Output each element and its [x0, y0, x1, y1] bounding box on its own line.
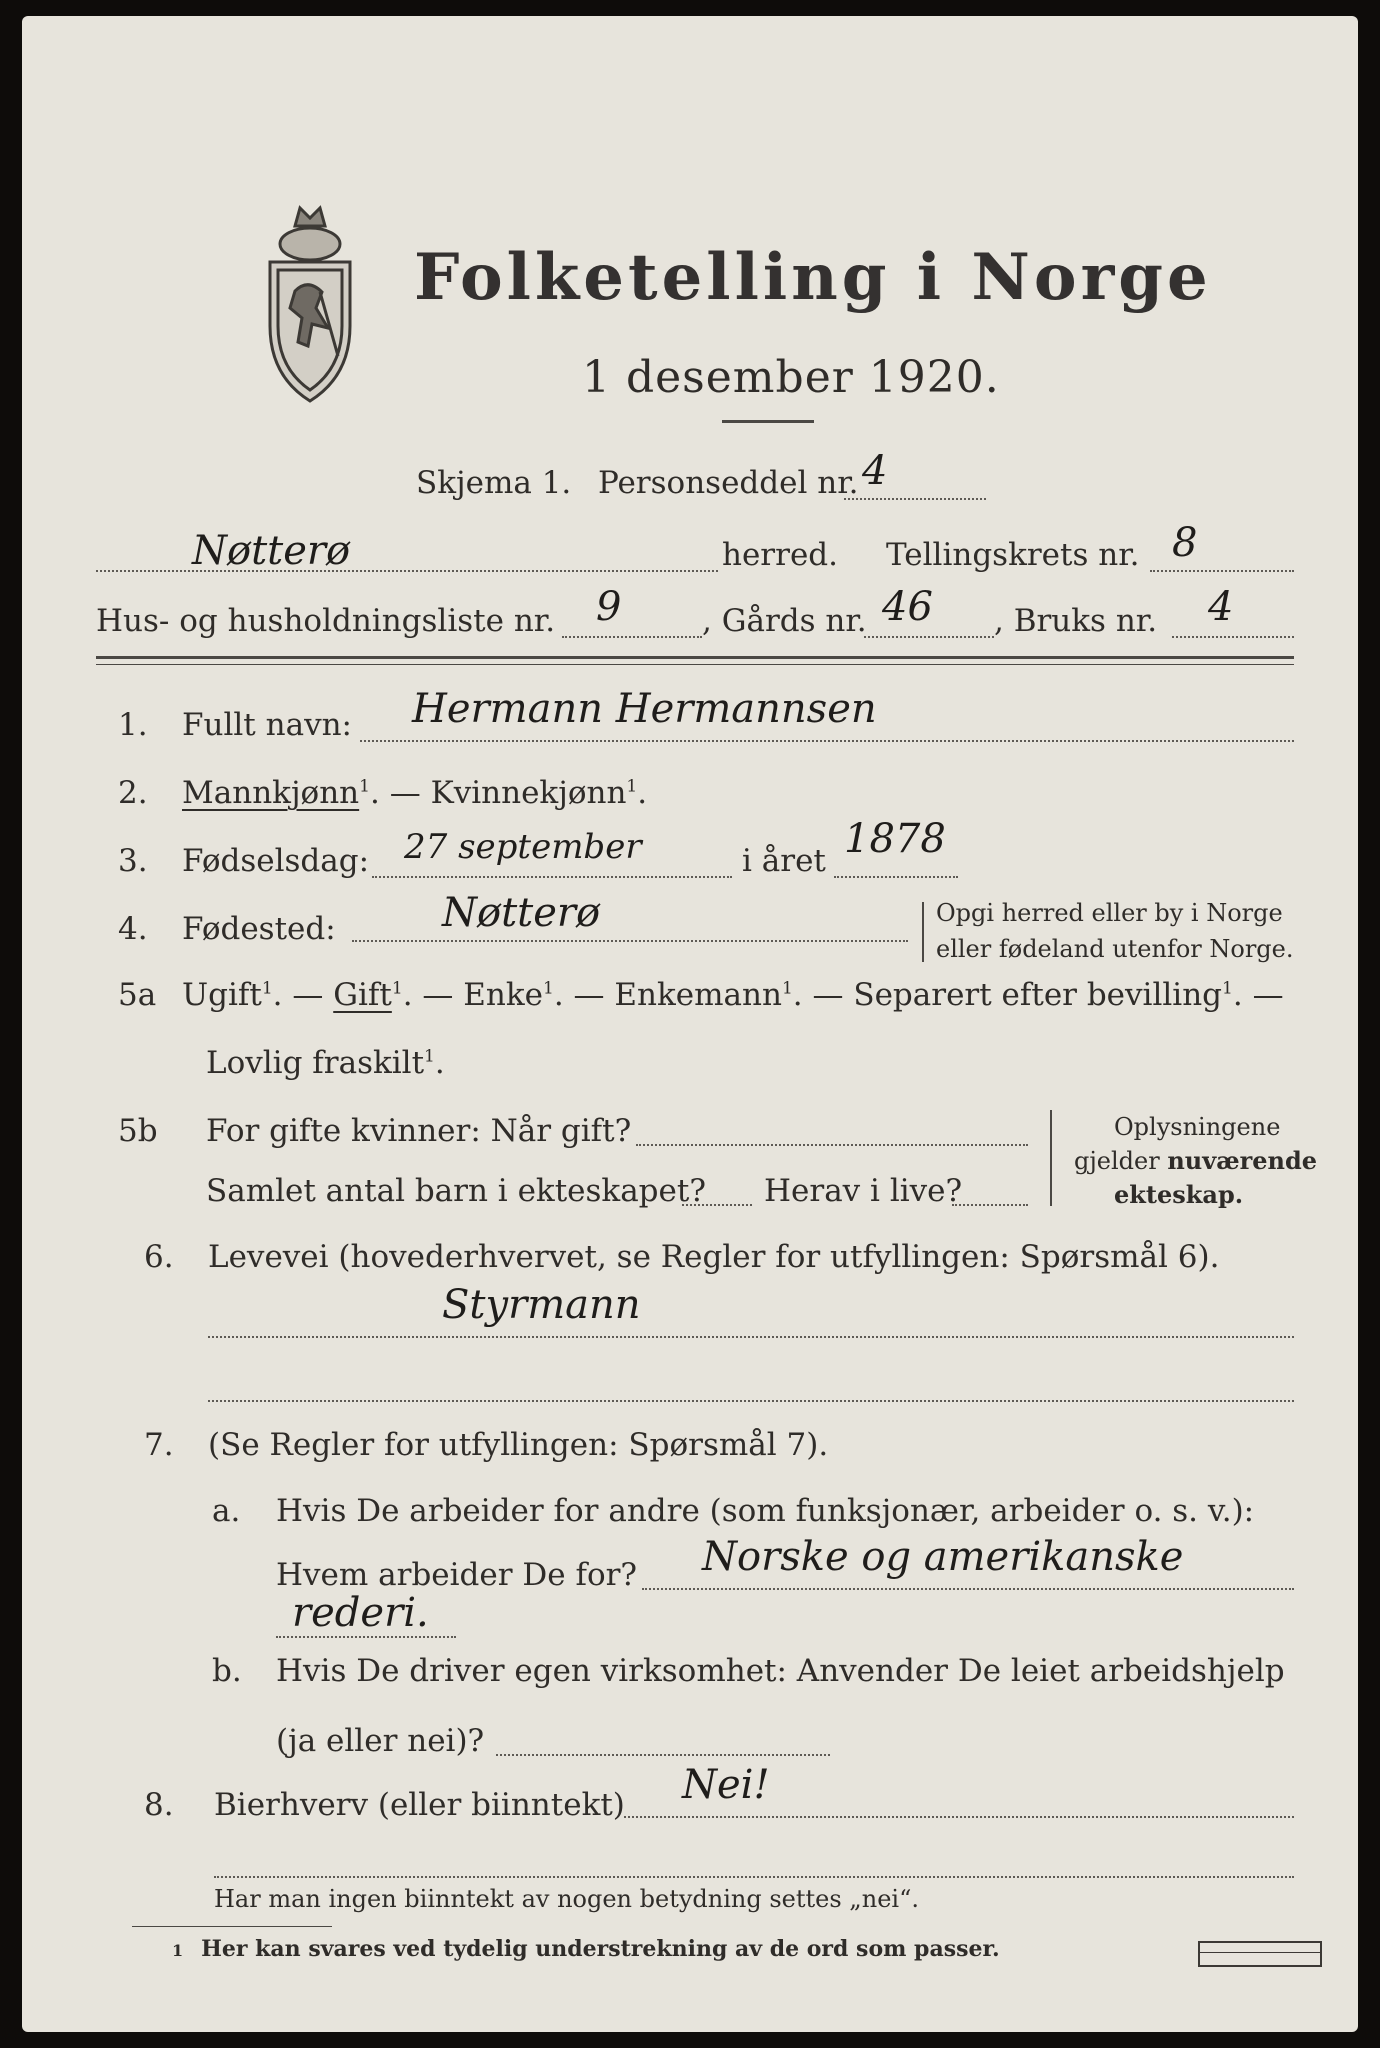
q7a-text: Hvis De arbeider for andre (som funksjonær, arbeider o. s. v.):	[276, 1493, 1255, 1529]
q4-label: Fødested:	[182, 911, 336, 947]
q7b-letter: b.	[212, 1653, 242, 1689]
q5b-line2b: Herav i live?	[764, 1173, 963, 1209]
page-title: Folketelling i Norge	[414, 240, 1212, 315]
q7-number: 7.	[144, 1427, 174, 1463]
census-form	[22, 16, 1358, 2032]
q5b-line1: For gifte kvinner: Når gift?	[206, 1113, 632, 1149]
q6-number: 6.	[144, 1239, 174, 1275]
q6-line-2	[208, 1400, 1294, 1402]
skjema-label: Skjema 1.	[416, 465, 572, 501]
gards-value: 46	[882, 584, 933, 630]
personseddel-value: 4	[862, 448, 888, 494]
footnote: 1 Her kan svares ved tydelig understrekning av de ord som passer.	[172, 1936, 1000, 1962]
q5a-text: Ugift$^1$. — Gift$^1$. — Enke$^1$. — Enkemann$^1$. — Separert efter bevilling$^1$. —	[182, 977, 1284, 1013]
q7a-label: Hvem arbeider De for?	[276, 1557, 638, 1593]
q8-value: Nei!	[682, 1762, 770, 1808]
q3-year-value: 1878	[844, 816, 946, 862]
census-date: 1 desember 1920.	[582, 352, 1000, 403]
bruks-value: 4	[1208, 584, 1234, 630]
bruks-label: , Bruks nr.	[994, 603, 1158, 639]
q8-line-2	[214, 1876, 1294, 1878]
q7a-letter: a.	[212, 1493, 241, 1529]
personseddel-label: Personseddel nr.	[598, 465, 859, 501]
q7a-value-2: rederi.	[292, 1590, 429, 1636]
q4-value: Nøtterø	[442, 890, 601, 936]
q3-number: 3.	[118, 843, 148, 879]
q4-brace	[922, 902, 924, 962]
q1-value: Hermann Hermannsen	[412, 686, 877, 732]
q8-label: Bierhverv (eller biinntekt)	[214, 1787, 625, 1823]
coat-of-arms-icon	[250, 196, 370, 406]
q7-label: (Se Regler for utfyllingen: Spørsmål 7).	[208, 1427, 829, 1463]
gards-label: , Gårds nr.	[702, 603, 867, 639]
q6-value: Styrmann	[442, 1282, 641, 1328]
q3-year-label: i året	[742, 843, 826, 879]
footer-note: Har man ingen biinntekt av nogen betydning settes „nei“.	[214, 1885, 919, 1913]
hus-value: 9	[596, 584, 622, 630]
q4-number: 4.	[118, 911, 148, 947]
q5b-brace	[1050, 1110, 1052, 1206]
q7b-label: (ja eller nei)?	[276, 1723, 485, 1759]
q8-number: 8.	[144, 1787, 174, 1823]
tellingskrets-line	[1150, 570, 1294, 572]
q7a-value-1: Norske og amerikanske	[702, 1534, 1184, 1580]
q2-female: Kvinnekjønn	[430, 775, 627, 811]
q7b-text: Hvis De driver egen virksomhet: Anvender De leiet arbeidshjelp	[276, 1653, 1285, 1689]
bruks-line	[1172, 636, 1294, 638]
tellingskrets-label: Tellingskrets nr.	[886, 537, 1140, 573]
q5b-number: 5b	[118, 1113, 158, 1149]
q4-line	[352, 940, 908, 942]
q5b-alive-line	[952, 1204, 1028, 1206]
q5a-gift: Gift	[333, 977, 392, 1013]
footnote-rule	[132, 1926, 332, 1927]
q6-label: Levevei (hovederhvervet, se Regler for utfyllingen: Spørsmål 6).	[208, 1239, 1220, 1275]
q3-line	[372, 876, 732, 878]
q5b-children-line	[682, 1204, 752, 1206]
q8-line-1	[624, 1816, 1294, 1818]
q5b-note-2: gjelder nuværende	[1074, 1146, 1318, 1175]
q4-note-2: eller fødeland utenfor Norge.	[936, 935, 1294, 963]
q2-number: 2.	[118, 775, 148, 811]
q2-male: Mannkjønn	[182, 775, 360, 811]
q5b-note-3: ekteskap.	[1114, 1180, 1244, 1209]
q6-line-1	[208, 1336, 1294, 1338]
q7a-line-1	[642, 1588, 1294, 1590]
gards-line	[864, 636, 994, 638]
herred-value: Nøtterø	[192, 528, 351, 574]
q3-value: 27 september	[404, 827, 642, 867]
title-divider	[722, 420, 814, 423]
q1-number: 1.	[118, 707, 148, 743]
personseddel-line	[844, 498, 986, 500]
hus-label: Hus- og husholdningsliste nr.	[96, 603, 556, 639]
tellingskrets-value: 8	[1172, 520, 1198, 566]
herred-line	[96, 570, 718, 572]
q7b-line	[496, 1754, 830, 1756]
hus-line	[562, 636, 702, 638]
herred-label: herred.	[722, 537, 838, 573]
q3-label: Fødselsdag:	[182, 843, 370, 879]
q5b-line2a: Samlet antal barn i ekteskapet?	[206, 1173, 706, 1209]
q3-year-line	[834, 876, 958, 878]
q1-label: Fullt navn:	[182, 707, 352, 743]
printer-stamp	[1198, 1941, 1322, 1967]
q5a-number: 5a	[118, 977, 157, 1013]
q5b-when-line	[636, 1144, 1028, 1146]
q7a-line-2	[276, 1636, 456, 1638]
q5b-note-1: Oplysningene	[1114, 1113, 1281, 1141]
header-rule-thin	[96, 664, 1294, 665]
q4-note-1: Opgi herred eller by i Norge	[936, 899, 1283, 927]
q2-text: Mannkjønn$^1$. — Kvinnekjønn$^1$.	[182, 775, 648, 811]
q5a-lovlig: Lovlig fraskilt$^1$.	[206, 1045, 445, 1081]
q1-line	[360, 740, 1294, 742]
header-rule	[96, 656, 1294, 659]
